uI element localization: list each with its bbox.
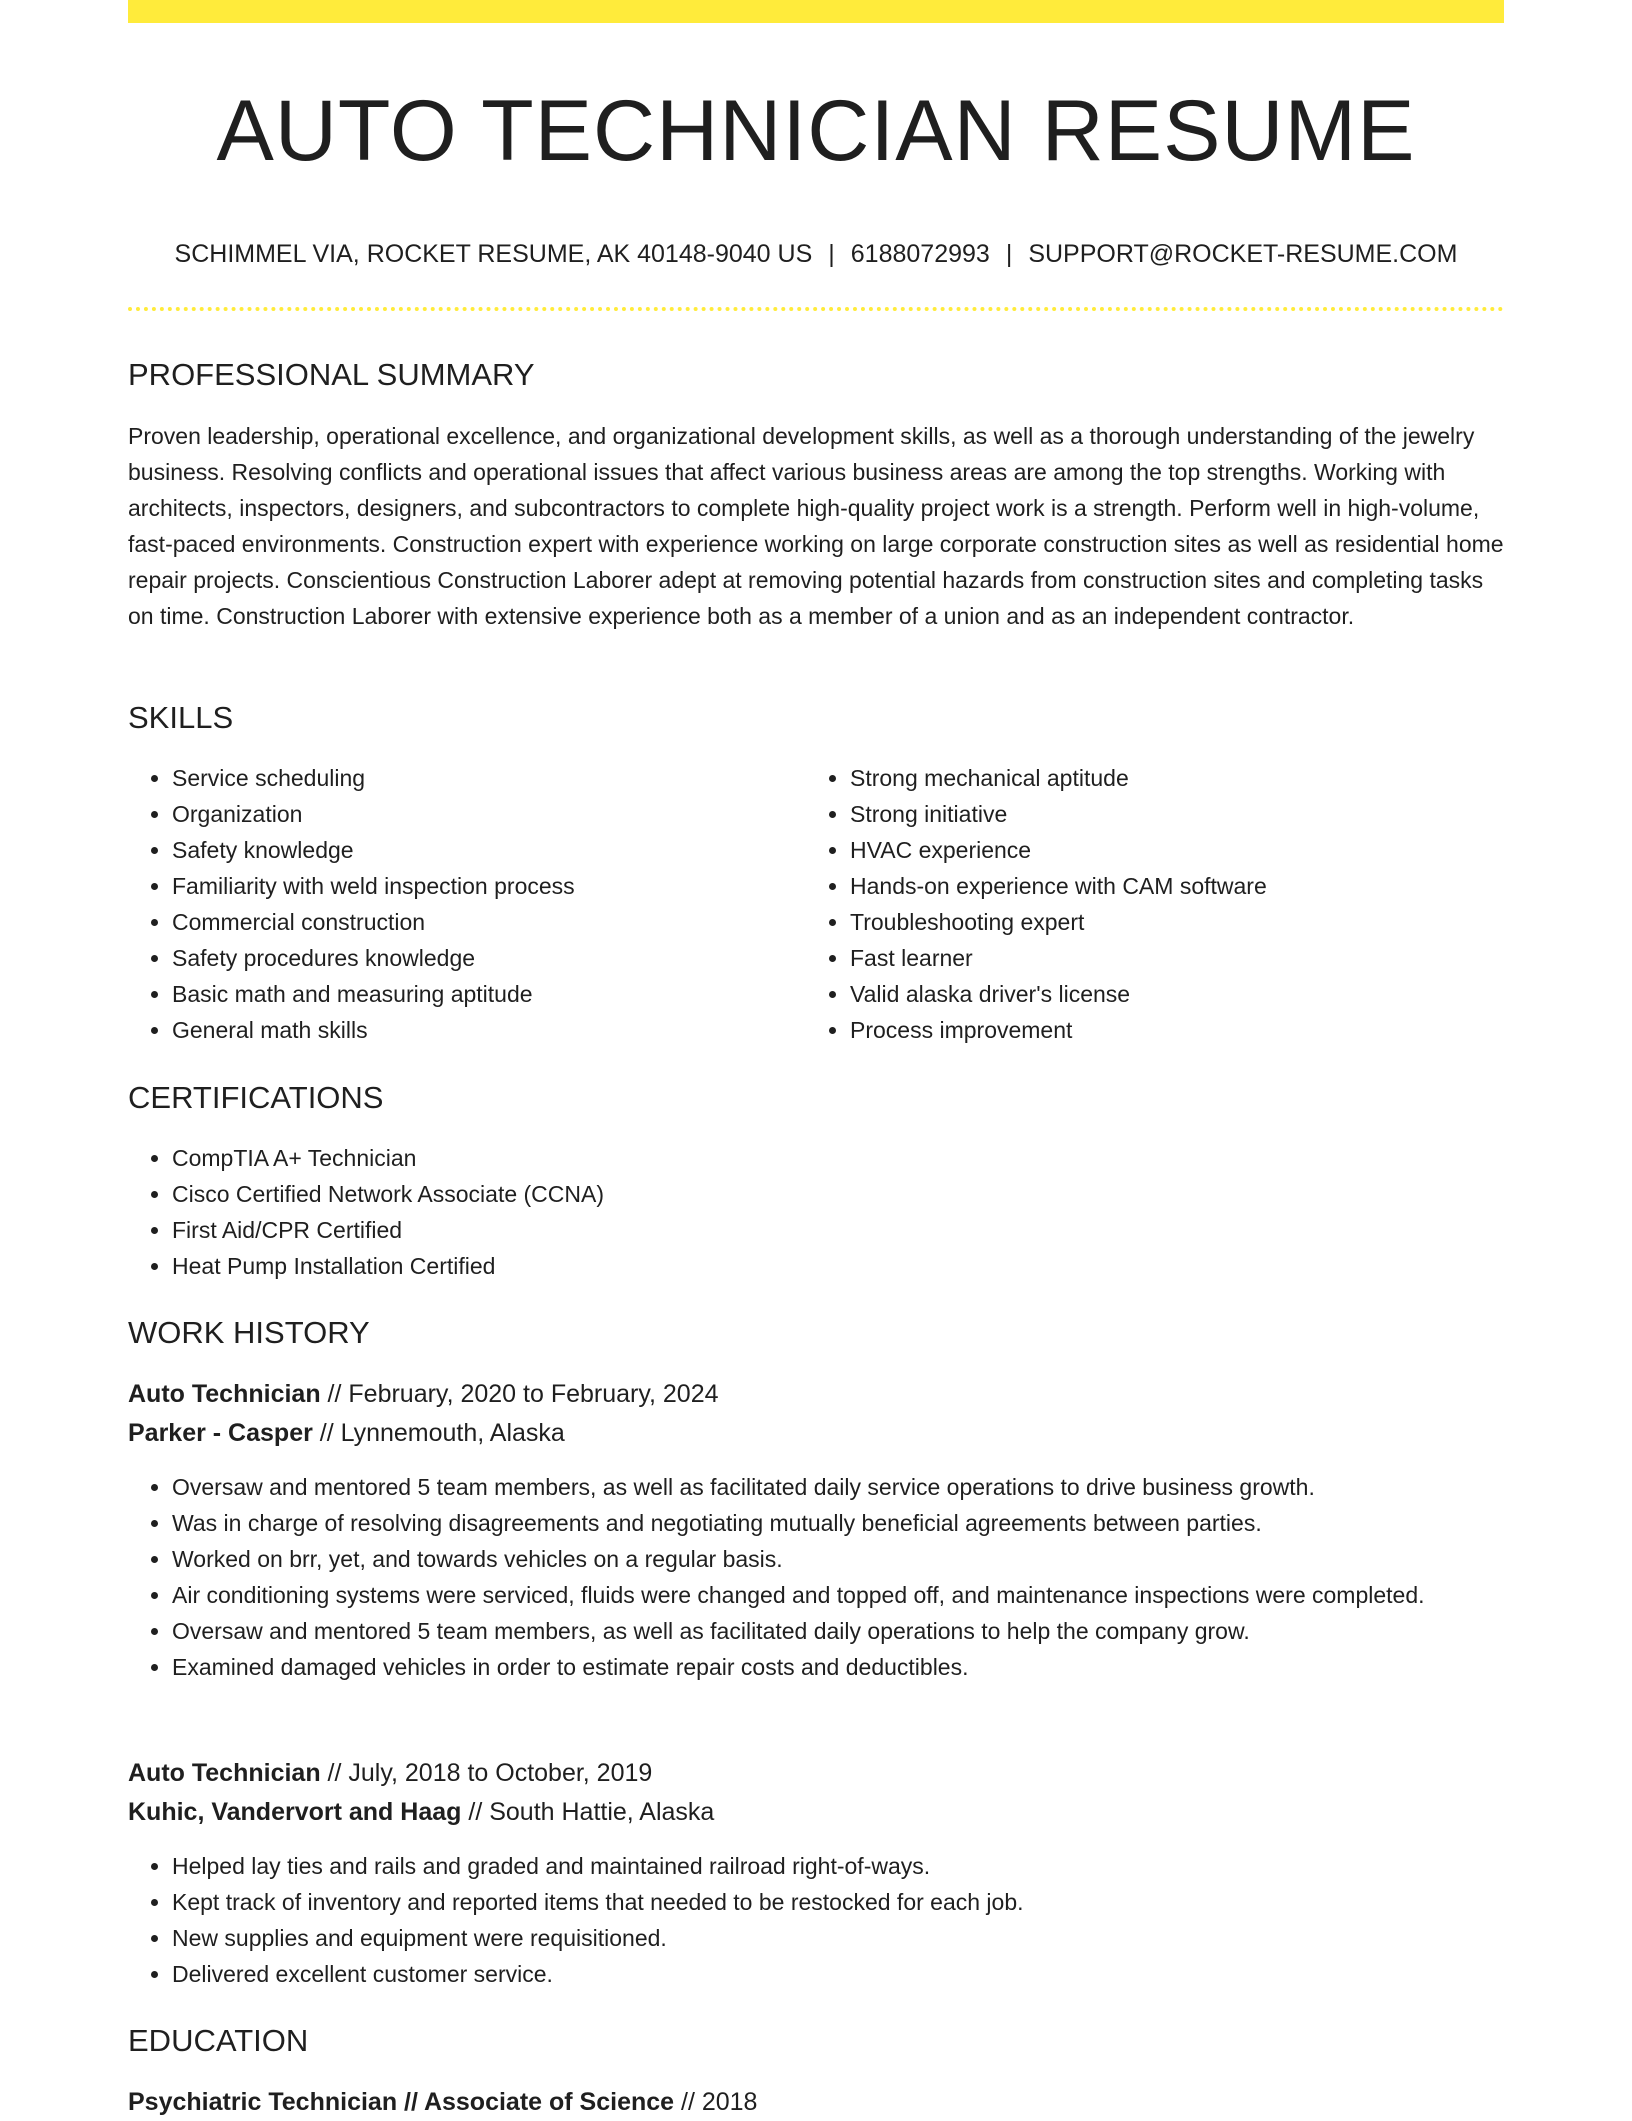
work-heading: WORK HISTORY	[128, 1315, 370, 1350]
list-item: • Heat Pump Installation Certified	[172, 1248, 1472, 1284]
list-item: • Valid alaska driver's license	[850, 976, 1500, 1012]
job-location: // South Hattie, Alaska	[461, 1798, 715, 1826]
list-item: • Service scheduling	[172, 760, 800, 796]
skills-list-right	[806, 760, 1500, 1048]
skills-heading: SKILLS	[128, 700, 234, 735]
job-dates: // February, 2020 to February, 2024	[320, 1380, 719, 1408]
job-title: Auto Technician	[128, 1380, 321, 1408]
list-item: • New supplies and equipment were requisitioned.	[172, 1920, 1532, 1956]
contact-email: SUPPORT@ROCKET-RESUME.COM	[1028, 240, 1458, 268]
list-item: • Safety knowledge	[172, 832, 800, 868]
contact-separator: |	[828, 240, 835, 268]
certifications-list	[128, 1140, 1472, 1284]
job-title-line	[128, 1375, 719, 1413]
list-item: • Was in charge of resolving disagreements and negotiating mutually beneficial agreements between parties.	[172, 1505, 1532, 1541]
job-location: // Lynnemouth, Alaska	[312, 1419, 565, 1447]
list-item: • Worked on brr, yet, and towards vehicles on a regular basis.	[172, 1541, 1532, 1577]
list-item: • Oversaw and mentored 5 team members, as well as facilitated daily service operations to drive business growth.	[172, 1469, 1532, 1505]
job-title-line	[128, 1754, 652, 1792]
list-item: • HVAC experience	[850, 832, 1500, 868]
education-degree: Psychiatric Technician // Associate of Science	[128, 2088, 675, 2116]
job-duties-list	[128, 1848, 1532, 1992]
resume-title: AUTO TECHNICIAN RESUME	[216, 83, 1416, 179]
list-item: • Strong mechanical aptitude	[850, 760, 1500, 796]
list-item: • Examined damaged vehicles in order to estimate repair costs and deductibles.	[172, 1649, 1532, 1685]
contact-phone: 6188072993	[850, 240, 990, 268]
contact-address: SCHIMMEL VIA, ROCKET RESUME, AK 40148-9040 US	[174, 240, 813, 268]
list-item: • Strong initiative	[850, 796, 1500, 832]
list-item: • General math skills	[172, 1012, 800, 1048]
list-item: • Helped lay ties and rails and graded and maintained railroad right-of-ways.	[172, 1848, 1532, 1884]
accent-bar	[128, 0, 1504, 23]
list-item: • Oversaw and mentored 5 team members, as well as facilitated daily operations to help the company grow.	[172, 1613, 1532, 1649]
job-company: Kuhic, Vandervort and Haag	[128, 1798, 462, 1826]
header-divider	[128, 307, 1504, 311]
list-item: • Kept track of inventory and reported items that needed to be restocked for each job.	[172, 1884, 1532, 1920]
job-company-line	[128, 1793, 714, 1831]
job-dates: // July, 2018 to October, 2019	[320, 1759, 653, 1787]
list-item: • First Aid/CPR Certified	[172, 1212, 1472, 1248]
list-item: • Safety procedures knowledge	[172, 940, 800, 976]
list-item: • Process improvement	[850, 1012, 1500, 1048]
job-company-line	[128, 1414, 565, 1452]
job-company: Parker - Casper	[128, 1419, 313, 1447]
list-item: • Cisco Certified Network Associate (CCNA)	[172, 1176, 1472, 1212]
education-year: // 2018	[674, 2088, 758, 2116]
list-item: • CompTIA A+ Technician	[172, 1140, 1472, 1176]
contact-line	[128, 236, 1504, 272]
education-heading: EDUCATION	[128, 2023, 309, 2058]
resume-page	[128, 0, 1504, 2116]
list-item: • Commercial construction	[172, 904, 800, 940]
list-item: • Delivered excellent customer service.	[172, 1956, 1532, 1992]
education-line	[128, 2083, 757, 2121]
summary-text: Proven leadership, operational excellence, and organizational development skills, as well as a thorough understanding of the jewelry business. Resolving conflicts and operational issues that affect various business areas are among the top strengths. Working with architects, inspectors, designers, and subcontractors to complete high-quality project work is a strength. Perform well in high-volume, fast-paced environments. Construction expert with experience working on large corporate construction sites as well as residential home repair projects. Conscientious Construction Laborer adept at removing potential hazards from construction sites and completing tasks on time. Construction Laborer with extensive experience both as a member of a union and as an independent contractor.	[128, 423, 1504, 629]
list-item: • Basic math and measuring aptitude	[172, 976, 800, 1012]
job-duties-list	[128, 1469, 1532, 1685]
job-title: Auto Technician	[128, 1759, 321, 1787]
list-item: • Hands-on experience with CAM software	[850, 868, 1500, 904]
skills-list-left	[128, 760, 800, 1048]
list-item: • Familiarity with weld inspection process	[172, 868, 800, 904]
certifications-heading: CERTIFICATIONS	[128, 1080, 384, 1115]
list-item: • Fast learner	[850, 940, 1500, 976]
summary-heading: PROFESSIONAL SUMMARY	[128, 357, 535, 392]
list-item: • Troubleshooting expert	[850, 904, 1500, 940]
contact-separator: |	[1005, 240, 1013, 268]
list-item: • Air conditioning systems were serviced, fluids were changed and topped off, and maintenance inspections were completed.	[172, 1577, 1532, 1613]
list-item: • Organization	[172, 796, 800, 832]
